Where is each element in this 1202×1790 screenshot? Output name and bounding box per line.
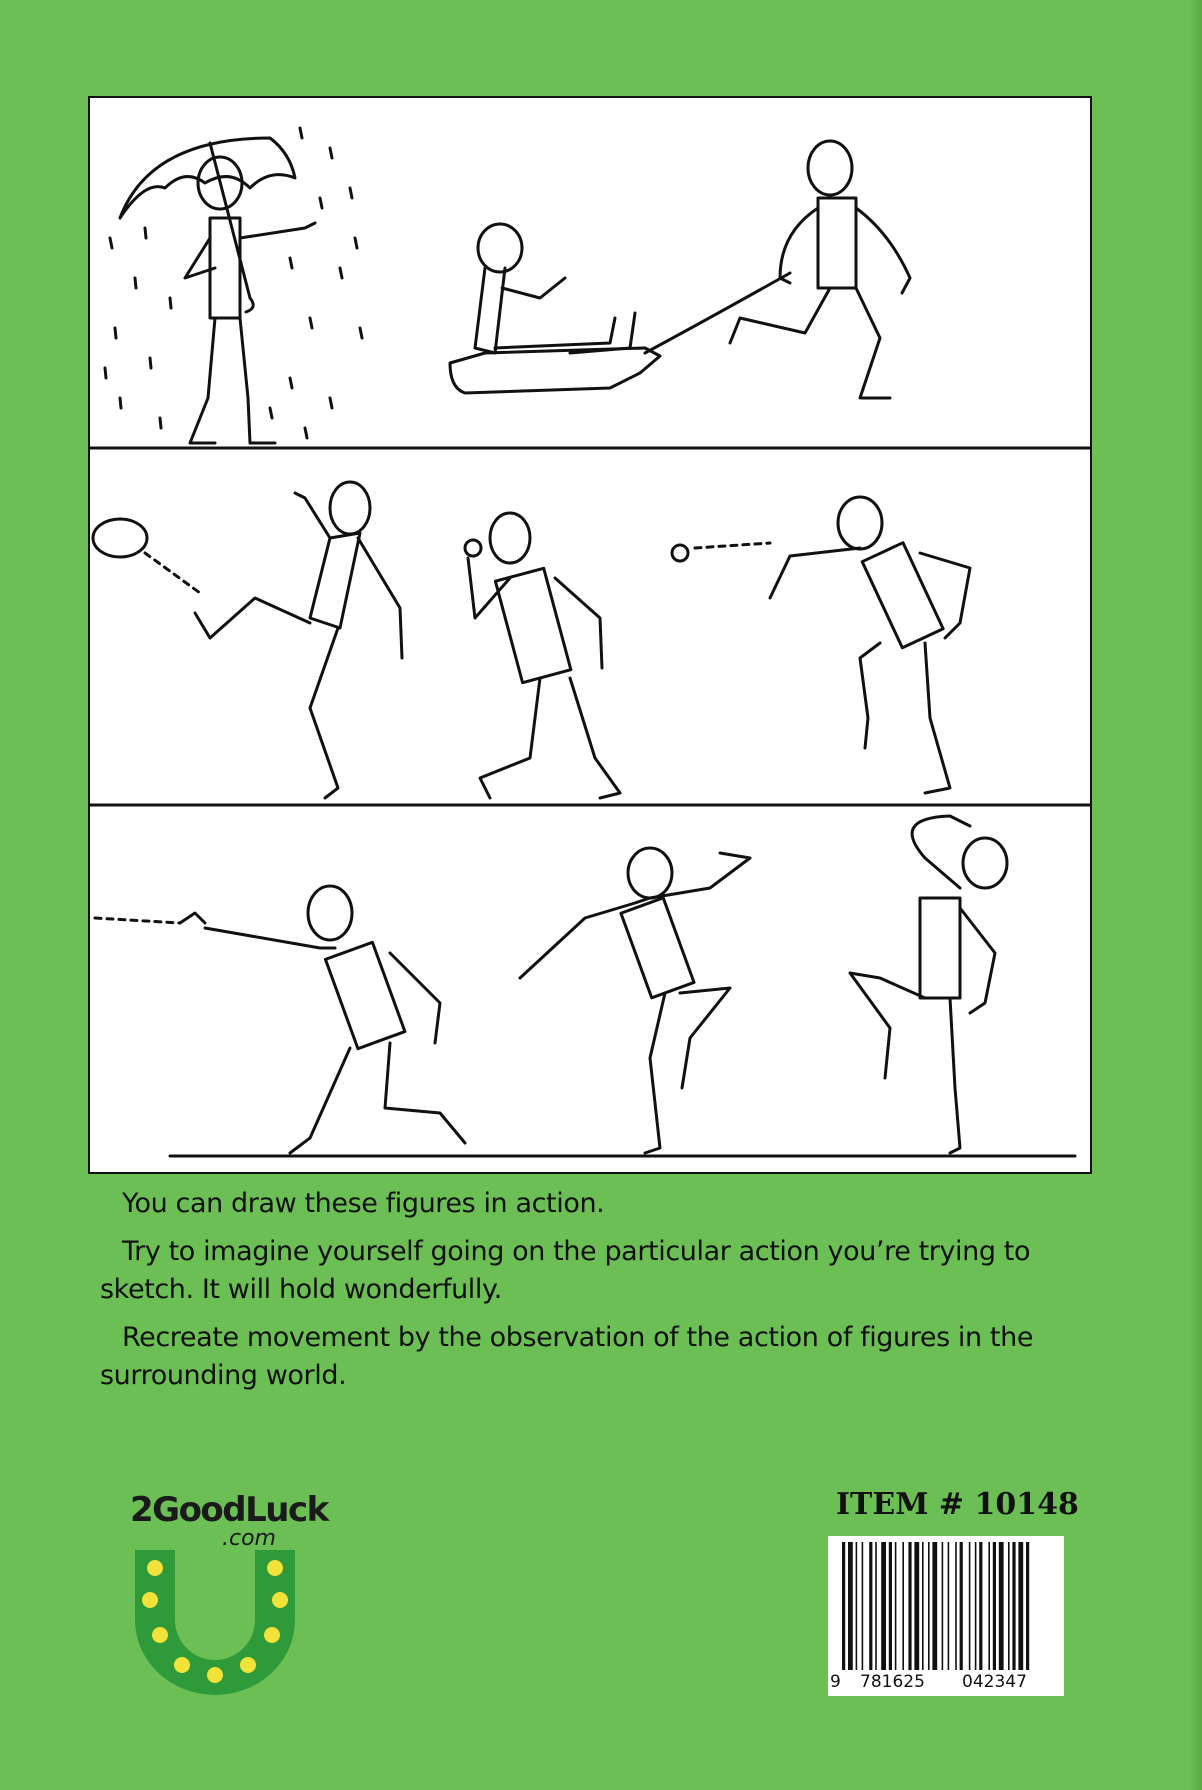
barcode-bar <box>862 1542 864 1670</box>
logo-domain: .com <box>222 1526 276 1551</box>
barcode-bar <box>922 1542 924 1670</box>
barcode-bar <box>1012 1542 1015 1670</box>
barcode-group-2: 042347 <box>962 1672 1027 1692</box>
barcode-bar <box>902 1542 904 1670</box>
barcode-bar <box>856 1542 858 1670</box>
figure-pitcher <box>672 497 970 793</box>
stick-figures-illustration <box>90 98 1090 1172</box>
figure-catcher <box>95 886 465 1153</box>
barcode <box>828 1536 1064 1696</box>
figure-kicker <box>93 482 402 798</box>
barcode-bar <box>979 1542 982 1670</box>
logo-name: 2GoodLuck <box>130 1490 328 1530</box>
barcode-bar <box>914 1542 919 1670</box>
figure-umbrella <box>120 138 315 443</box>
figure-thrower <box>465 513 620 798</box>
barcode-bar <box>1018 1542 1023 1670</box>
barcode-bar <box>975 1542 977 1670</box>
barcode-group-1: 781625 <box>860 1672 925 1692</box>
publisher-logo <box>110 1490 330 1700</box>
barcode-bar <box>869 1542 872 1670</box>
barcode-bar <box>848 1542 853 1670</box>
barcode-bar <box>955 1542 957 1670</box>
barcode-bar <box>895 1542 897 1670</box>
figure-sled <box>450 141 910 398</box>
book-edge <box>1188 0 1202 1790</box>
barcode-bar <box>1026 1542 1029 1670</box>
figure-dancer-two <box>850 816 1007 1153</box>
rain-drops <box>105 128 362 438</box>
barcode-bar <box>875 1542 877 1670</box>
paragraph-1: You can draw these figures in action. <box>122 1188 605 1219</box>
barcode-bar <box>969 1542 971 1670</box>
barcode-bar <box>942 1542 944 1670</box>
barcode-first-digit: 9 <box>830 1672 841 1692</box>
paragraph-2: Try to imagine yourself going on the particular action you’re trying to sketch. It will hold wonderfully. <box>100 1236 1031 1305</box>
barcode-bar <box>881 1542 886 1670</box>
barcode-bar <box>1008 1542 1010 1670</box>
description-text <box>100 1185 1110 1405</box>
barcode-bar <box>908 1542 911 1670</box>
barcode-bar <box>993 1542 996 1670</box>
barcode-bar <box>842 1542 845 1670</box>
barcode-bar <box>948 1542 950 1670</box>
barcode-bar <box>928 1542 930 1670</box>
item-number: ITEM # 10148 <box>836 1487 1079 1522</box>
paragraph-3: Recreate movement by the observation of the action of figures in the surrounding world. <box>100 1322 1034 1391</box>
barcode-bar <box>932 1542 937 1670</box>
barcode-bar <box>988 1542 990 1670</box>
horseshoe-icon <box>110 1530 320 1700</box>
illustration-panel <box>88 96 1092 1174</box>
figure-dancer-one <box>520 848 750 1153</box>
barcode-bar <box>960 1542 963 1670</box>
barcode-bar <box>889 1542 892 1670</box>
barcode-bar <box>999 1542 1004 1670</box>
